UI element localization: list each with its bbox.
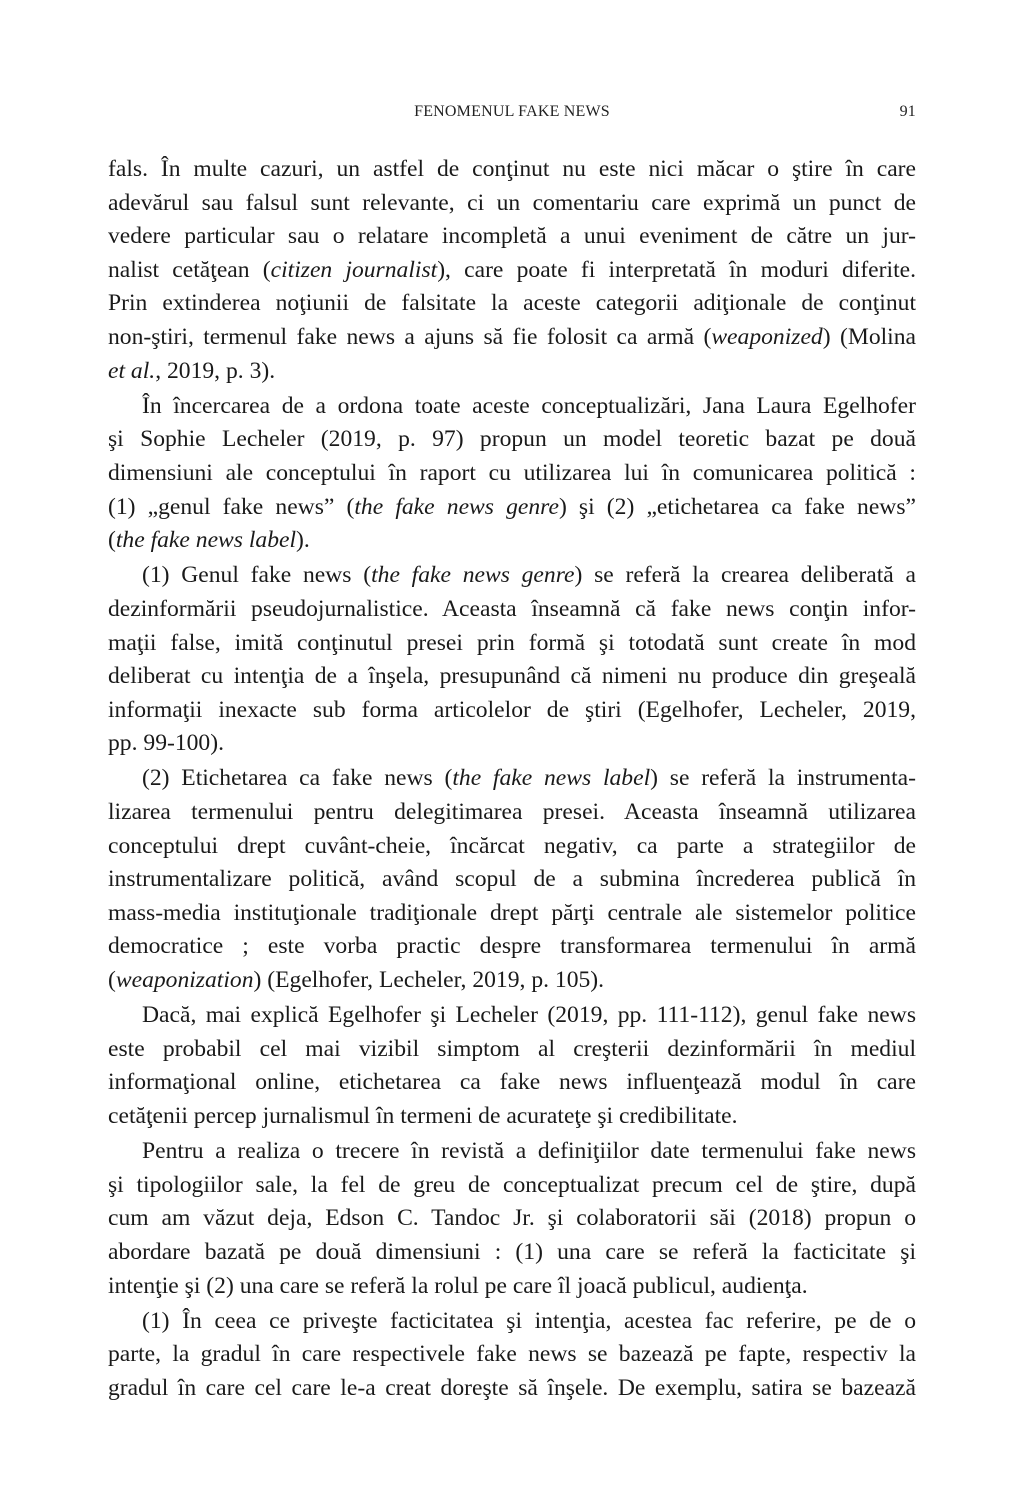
text-line: cetăţenii percep jurnalismul în termeni de acurateţe şi credibilitate. xyxy=(108,1103,738,1129)
running-title: FENOMENUL FAKE NEWS xyxy=(414,103,610,120)
italic-term: weaponized xyxy=(711,323,823,350)
text-line: (1) Genul fake news (the fake news genre) se referă la crearea deliberată a xyxy=(142,562,916,589)
text-line: În încercarea de a ordona toate aceste conceptualizări, Jana Laura Egelhofer xyxy=(142,392,916,419)
text-line: fals. În multe cazuri, un astfel de conţinut nu este nici măcar o ştire în care xyxy=(108,156,916,182)
text-line: Pentru a realiza o trecere în revistă a definiţiilor date termenului fake news xyxy=(142,1138,916,1165)
text-line: dezinformării pseudojurnalistice. Aceasta înseamnă că fake news conţin infor- xyxy=(108,595,916,622)
text-line: instrumentalizare politică, având scopul de a submina încrederea publică în xyxy=(108,866,916,893)
italic-term: et al. xyxy=(108,357,156,384)
text-line: intenţie şi (2) una care se referă la rolul pe care îl joacă publicul, audienţa. xyxy=(108,1272,808,1299)
text-line: gradul în care cel care le-a creat doreşte să înşele. De exemplu, satira se bazează xyxy=(108,1374,916,1401)
text-line: (1) În ceea ce priveşte facticitatea şi intenţia, acestea fac referire, pe de o xyxy=(142,1307,916,1334)
text-line: vedere particular sau o relatare incompletă a unui eveniment de către un jur- xyxy=(108,223,916,250)
text-line: (1) „genul fake news” (the fake news genre) şi (2) „etichetarea ca fake news” xyxy=(108,493,916,520)
text-line: democratice ; este vorba practic despre transformarea termenului în armă xyxy=(108,933,916,960)
text-line: informaţii inexacte sub forma articolelor de ştiri (Egelhofer, Lecheler, 2019, xyxy=(108,696,916,723)
paragraph xyxy=(108,1305,916,1406)
text-line: dimensiuni ale conceptului în raport cu utilizarea lui în comunicarea politică : xyxy=(108,459,916,486)
text-line: non-ştiri, termenul fake news a ajuns să fie folosit ca armă (weaponized) (Molina xyxy=(108,323,916,350)
text-line: (2) Etichetarea ca fake news (the fake news label) se referă la instrumenta- xyxy=(142,765,916,792)
italic-term: the fake news label xyxy=(115,527,297,554)
paragraph xyxy=(108,559,916,761)
text-line: maţii false, imită conţinutul presei prin formă şi totodată sunt create în mod xyxy=(108,629,916,656)
text-line: cum am văzut deja, Edson C. Tandoc Jr. şi colaboratorii săi (2018) propun o xyxy=(108,1205,916,1232)
text-line: (the fake news label). xyxy=(108,527,310,554)
text-line: (weaponization) (Egelhofer, Lecheler, 2019, p. 105). xyxy=(108,967,605,994)
italic-term: the fake news genre xyxy=(371,562,575,589)
text-line: adevărul sau falsul sunt relevante, ci un comentariu care exprimă un punct de xyxy=(108,189,916,216)
text-line: parte, la gradul în care respectivele fake news se bazează pe fapte, respectiv la xyxy=(108,1341,916,1368)
running-header xyxy=(108,103,916,129)
italic-term: citizen journalist xyxy=(270,256,438,283)
text-line: este probabil cel mai vizibil simptom al creşterii dezinformării în mediul xyxy=(108,1035,916,1062)
paragraph xyxy=(108,390,916,558)
italic-term: the fake news genre xyxy=(354,493,559,520)
page-number: 91 xyxy=(899,103,916,120)
text-line: Prin extinderea noţiunii de falsitate la aceste categorii adiţionale de conţinut xyxy=(108,290,916,317)
text-line: mass-media instituţionale tradiţionale drept părţi centrale ale sistemelor politice xyxy=(108,899,916,926)
text-line: informaţional online, etichetarea ca fake news influenţează modul în care xyxy=(108,1069,916,1096)
text-line: Dacă, mai explică Egelhofer şi Lecheler (2019, pp. 111-112), genul fake news xyxy=(142,1002,916,1029)
text-line: conceptului drept cuvânt-cheie, încărcat negativ, ca parte a strategiilor de xyxy=(108,832,916,859)
text-line: et al., 2019, p. 3). xyxy=(108,357,276,384)
text-line: abordare bazată pe două dimensiuni : (1) una care se referă la facticitate şi xyxy=(108,1238,916,1265)
text-line: pp. 99-100). xyxy=(108,730,224,757)
paragraph xyxy=(108,762,916,997)
text-line: şi tipologiilor sale, la fel de greu de conceptualizat precum cel de ştire, după xyxy=(108,1171,916,1198)
paragraph xyxy=(108,999,916,1133)
paragraph xyxy=(108,153,916,388)
italic-term: the fake news label xyxy=(452,765,651,792)
text-line: lizarea termenului pentru delegitimarea presei. Aceasta înseamnă utilizarea xyxy=(108,799,916,826)
body-text xyxy=(108,153,916,1407)
text-line: nalist cetăţean (citizen journalist), care poate fi interpretată în moduri diferite. xyxy=(108,256,916,283)
text-line: şi Sophie Lecheler (2019, p. 97) propun un model teoretic bazat pe două xyxy=(108,426,916,453)
paragraph xyxy=(108,1135,916,1303)
italic-term: weaponization xyxy=(115,967,254,994)
text-line: deliberat cu intenţia de a înşela, presupunând că nimeni nu produce din greşeală xyxy=(108,663,916,690)
